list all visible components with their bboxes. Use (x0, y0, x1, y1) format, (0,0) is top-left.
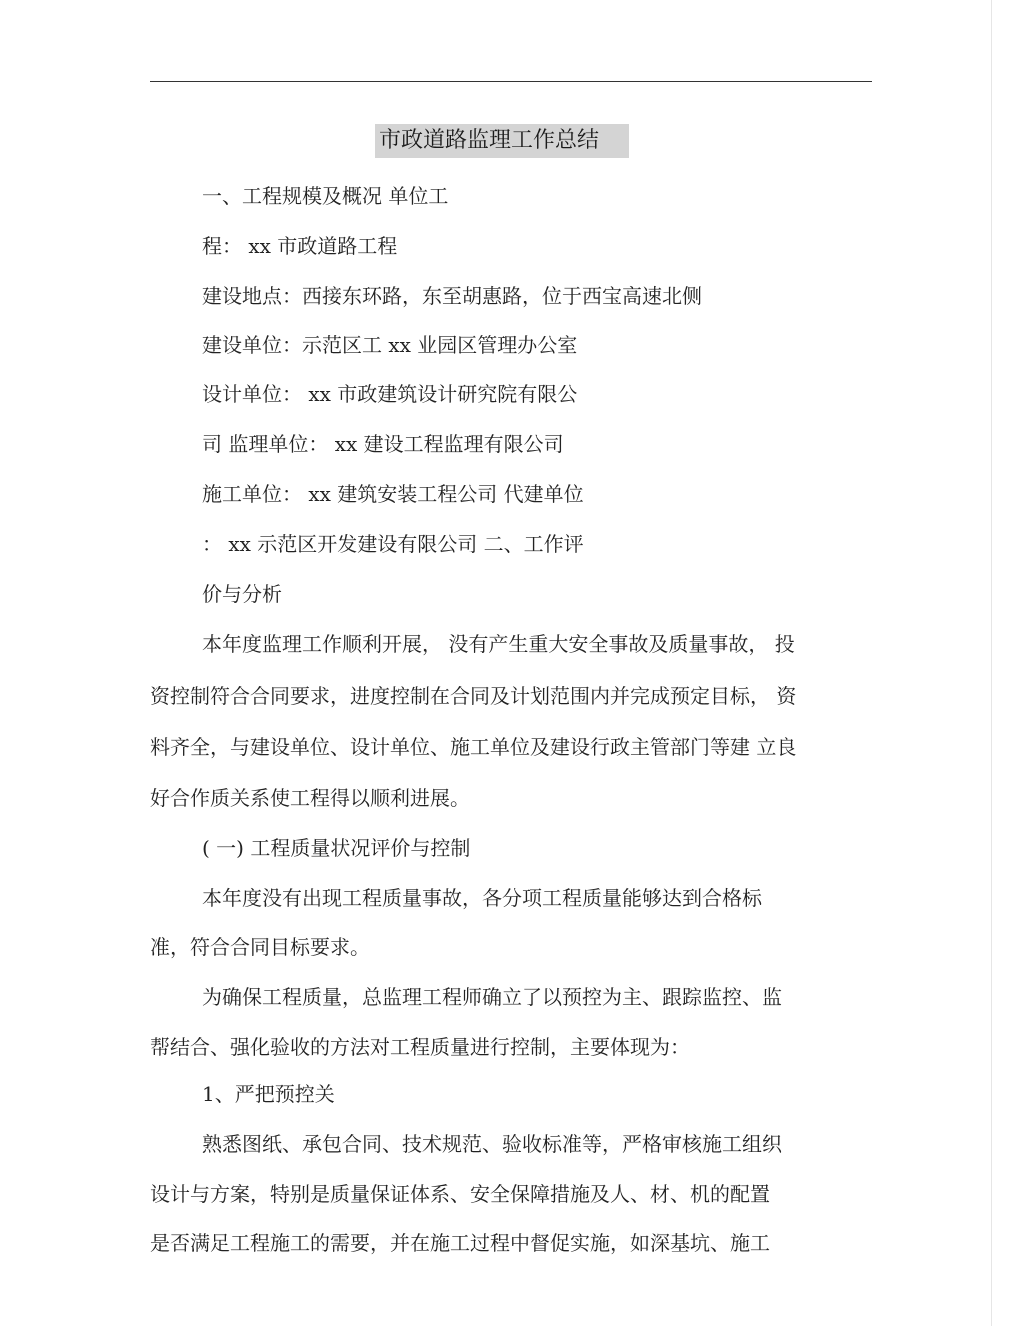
text-line: 设计单位： xx 市政建筑设计研究院有限公 (202, 382, 578, 406)
text-line: 司 监理单位： xx 建设工程监理有限公司 (202, 432, 564, 456)
text-line: 好合作质关系使工程得以顺利进展。 (150, 786, 470, 810)
text-line: 是否满足工程施工的需要，并在施工过程中督促实施，如深基坑、施工 (150, 1231, 770, 1255)
text-line: 熟悉图纸、承包合同、技术规范、验收标准等，严格审核施工组织 (202, 1132, 782, 1156)
text-line: 1、严把预控关 (202, 1082, 335, 1106)
page-edge (991, 0, 992, 1326)
text-line: 一、工程规模及概况 单位工 (202, 184, 449, 208)
text-line: 资控制符合合同要求，进度控制在合同及计划范围内并完成预定目标， 资 (150, 684, 797, 708)
text-line: ： xx 示范区开发建设有限公司 二、工作评 (202, 532, 584, 556)
text-line: 设计与方案，特别是质量保证体系、安全保障措施及人、材、机的配置 (150, 1182, 770, 1206)
text-line: 本年度监理工作顺利开展， 没有产生重大安全事故及质量事故， 投 (202, 632, 795, 656)
header-rule (150, 81, 872, 82)
text-line: 建设地点：西接东环路，东至胡惠路，位于西宝高速北侧 (202, 284, 702, 308)
text-line: ( 一) 工程质量状况评价与控制 (202, 836, 471, 860)
text-line: 建设单位：示范区工 xx 业园区管理办公室 (202, 333, 578, 357)
text-line: 料齐全，与建设单位、设计单位、施工单位及建设行政主管部门等建 立良 (150, 735, 797, 759)
text-line: 为确保工程质量，总监理工程师确立了以预控为主、跟踪监控、监 (202, 985, 782, 1009)
text-line: 价与分析 (202, 582, 282, 606)
text-line: 本年度没有出现工程质量事故，各分项工程质量能够达到合格标 (202, 886, 762, 910)
text-line: 程： xx 市政道路工程 (202, 234, 398, 258)
text-line: 施工单位： xx 建筑安装工程公司 代建单位 (202, 482, 584, 506)
document-title: 市政道路监理工作总结 (375, 124, 629, 158)
text-line: 帮结合、强化验收的方法对工程质量进行控制，主要体现为： (150, 1035, 690, 1059)
text-line: 准，符合合同目标要求。 (150, 935, 370, 959)
